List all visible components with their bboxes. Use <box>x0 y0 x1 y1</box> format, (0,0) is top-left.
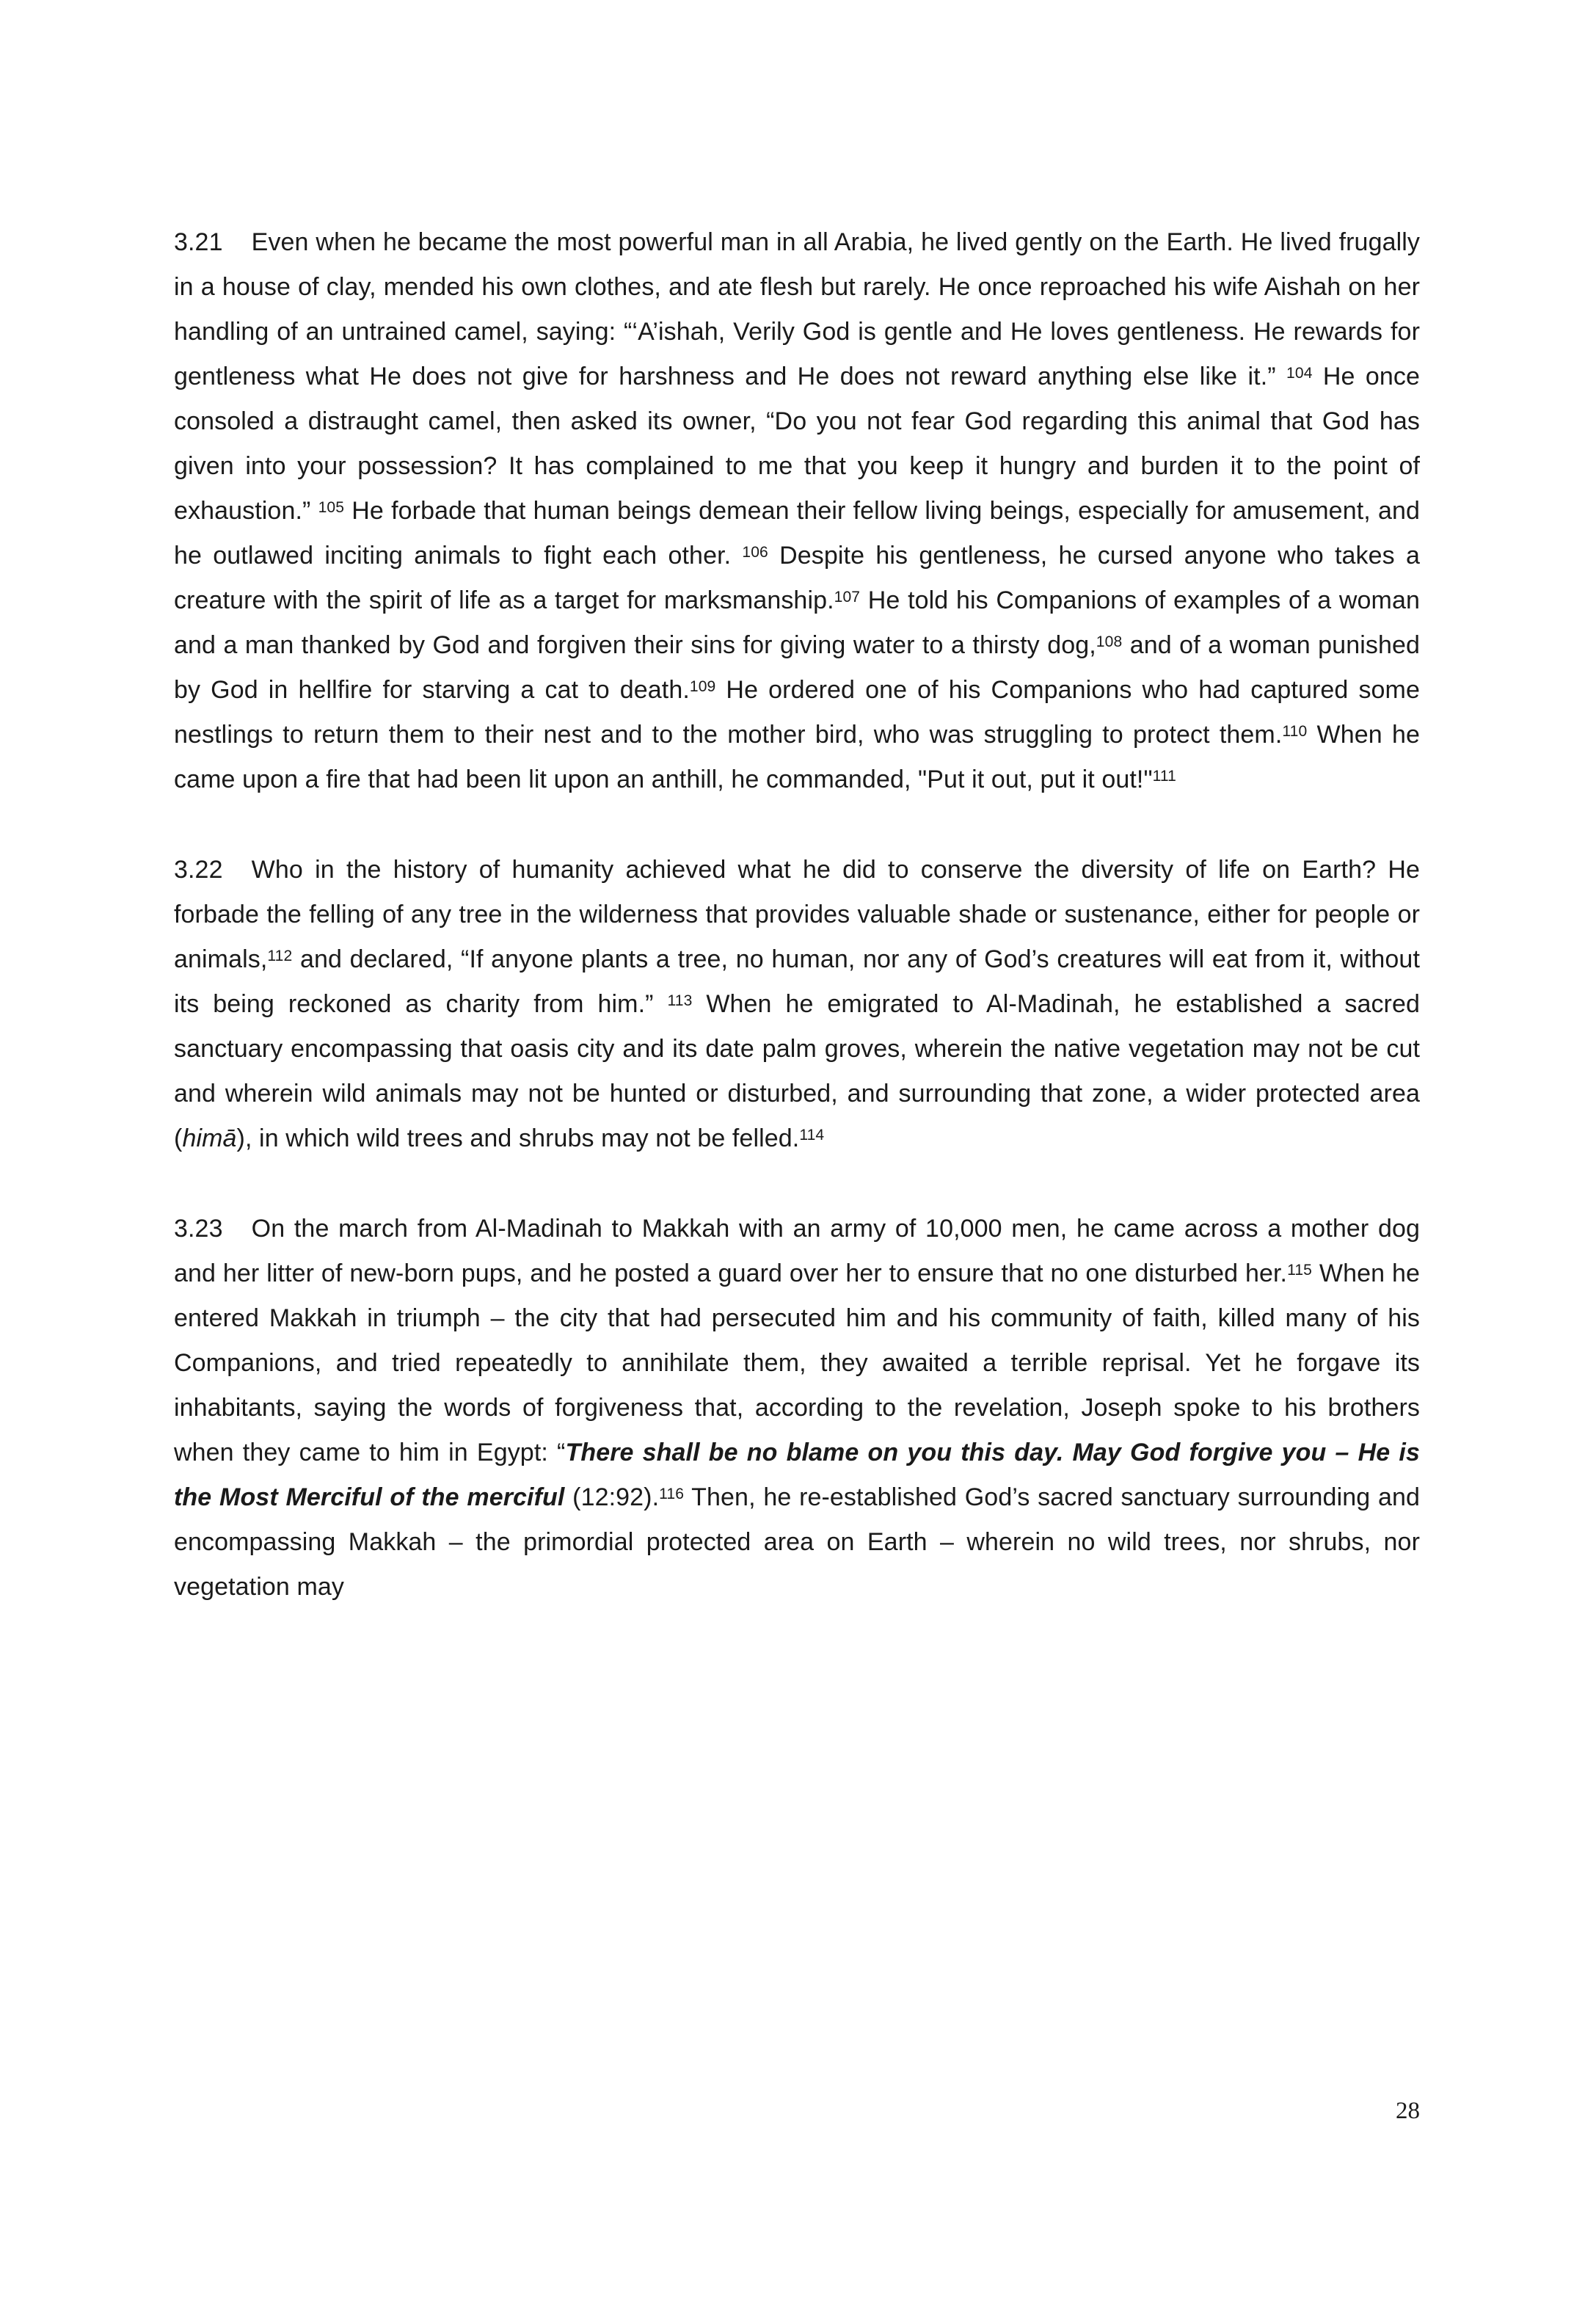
footnote-ref: 109 <box>689 677 716 695</box>
paragraph-3-22 <box>174 848 1420 1161</box>
footnote-ref: 113 <box>667 992 693 1009</box>
paragraph-label: 3.21 <box>174 228 223 256</box>
text-run: himā <box>182 1124 237 1152</box>
footnote-ref: 111 <box>1152 767 1176 785</box>
page-number: 28 <box>1396 2098 1420 2124</box>
text-run: Then, he re-established God’s sacred sanctuary surrounding and encompassing Makkah – the primordial protected area on Earth – wherein no wild trees, nor shrubs, nor vegetation may <box>174 1483 1420 1601</box>
paragraph-3-23 <box>174 1207 1420 1610</box>
footnote-ref: 104 <box>1286 364 1313 382</box>
paragraph-label: 3.23 <box>174 1215 223 1243</box>
text-run: He once consoled a distraught camel, then asked its owner, “Do you not fear God regarding this animal that God has given into your possession? It has complained to me that you keep it hungry and burden it to the point of exhaustion.” <box>174 363 1420 525</box>
paragraph-3-21 <box>174 220 1420 802</box>
text-run: He told his Companions of examples of a woman and a man thanked by God and forgiven their sins for giving water to a thirsty dog, <box>174 586 1420 659</box>
footnote-ref: 112 <box>267 947 293 964</box>
text-run: and declared, “If anyone plants a tree, no human, nor any of God’s creatures will eat from it, without its being reckoned as charity from him.” <box>174 945 1420 1018</box>
footnote-ref: 107 <box>834 588 861 606</box>
text-run: There shall be no blame on you this day. May God forgive you – He is the Most Merciful of the merciful <box>174 1439 1420 1511</box>
footnote-ref: 114 <box>799 1126 825 1144</box>
text-run: When he entered Makkah in triumph – the city that had persecuted him and his community of faith, killed many of his Companions, and tried repeatedly to annihilate them, they awaited a terrible reprisal. Yet he forgave its inhabitants, saying the words of forgiveness that, according to the revelation, Joseph spoke to his brothers when they came to him in Egypt: “ <box>174 1259 1420 1466</box>
footnote-ref: 105 <box>318 498 345 516</box>
text-run: He ordered one of his Companions who had captured some nestlings to return them to their nest and to the mother bird, who was struggling to protect them. <box>174 676 1420 749</box>
text-run: (12:92). <box>564 1483 660 1511</box>
text-run: Despite his gentleness, he cursed anyone who takes a creature with the spirit of life as a target for marksmanship. <box>174 542 1420 614</box>
text-run: When he emigrated to Al-Madinah, he established a sacred sanctuary encompassing that oasis city and its date palm groves, wherein the native vegetation may not be cut and wherein wild animals may not be hunted or disturbed, and surrounding that zone, a wider protected area ( <box>174 990 1420 1152</box>
text-run: When he came upon a fire that had been lit upon an anthill, he commanded, "Put it out, put it out!" <box>174 721 1420 793</box>
footnote-ref: 108 <box>1096 633 1123 650</box>
footnote-ref: 115 <box>1287 1261 1312 1279</box>
text-run: On the march from Al-Madinah to Makkah with an army of 10,000 men, he came across a mother dog and her litter of new-born pups, and he posted a guard over her to ensure that no one disturbed her. <box>174 1215 1420 1287</box>
text-run: He forbade that human beings demean their fellow living beings, especially for amusement, and he outlawed inciting animals to fight each other. <box>174 497 1420 570</box>
text-run: ), in which wild trees and shrubs may not be felled. <box>236 1124 800 1152</box>
footnote-ref: 116 <box>659 1485 685 1502</box>
text-run: Who in the history of humanity achieved what he did to conserve the diversity of life on Earth? He forbade the felling of any tree in the wilderness that provides valuable shade or sustenance, either for people or animals, <box>174 856 1420 973</box>
footnote-ref: 110 <box>1282 722 1308 740</box>
text-run: and of a woman punished by God in hellfire for starving a cat to death. <box>174 631 1420 704</box>
paragraph-label: 3.22 <box>174 856 223 884</box>
footnote-ref: 106 <box>742 543 768 561</box>
text-block <box>174 220 1420 1610</box>
text-run: Even when he became the most powerful man in all Arabia, he lived gently on the Earth. He lived frugally in a house of clay, mended his own clothes, and ate flesh but rarely. He once reproached his wife Aishah on her handling of an untrained camel, saying: “‘A’ishah, Verily God is gentle and He loves gentleness. He rewards for gentleness what He does not give for harshness and He does not reward anything else like it.” <box>174 228 1420 390</box>
